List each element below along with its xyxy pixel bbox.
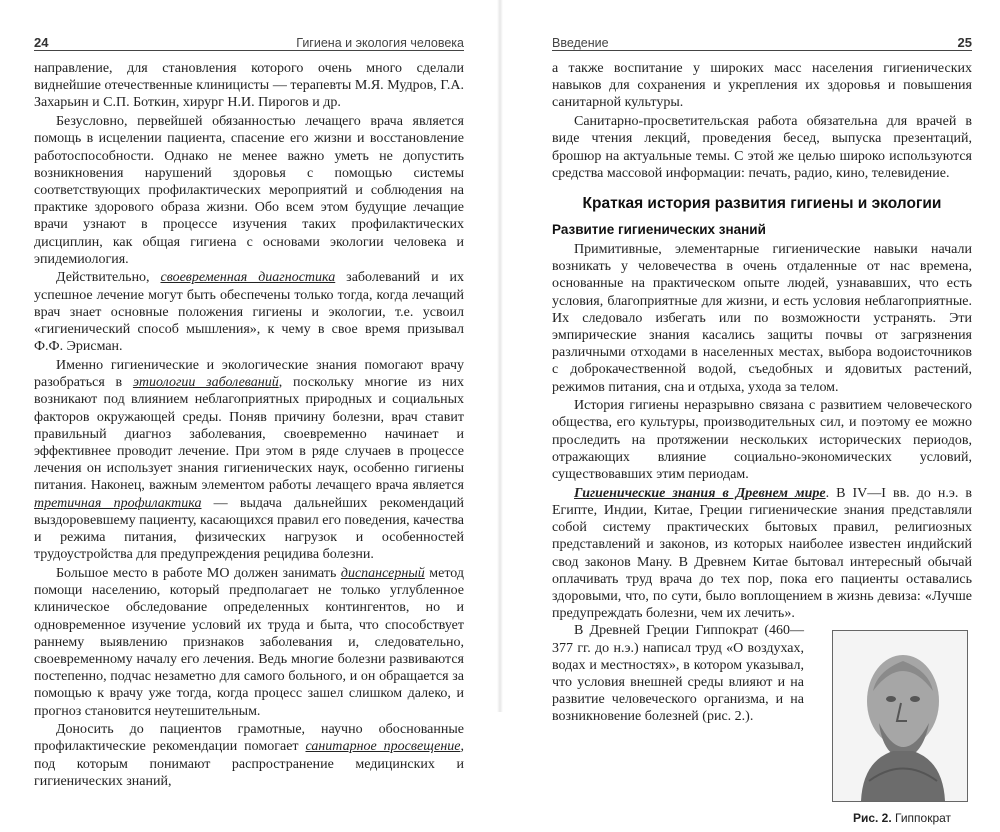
right-page-body [552,60,972,832]
bust-illustration-icon [833,631,967,801]
paragraph: направление, для становления которого очень много сделали виднейшие отечественные клиницисты — терапевты М.Я. Мудров, Г.А. Захарьин и С.П. Боткин, хирург Н.И. Пирогов и др. [34,61,464,111]
left-page [0,0,500,789]
paragraph: Санитарно-просветительская работа обязательна для врачей в виде чтения лекций, проведения бесед, выпуска презентаций, брошюр на актуальные темы. С этой же целью широко используются средства массовой информации: печать, радио, кино, телевидение. [552,114,972,181]
figure-hippocrates [818,630,972,827]
run-in-heading: Гигиенические знания в Древнем мире [574,485,826,501]
paragraph: В Древней Греции Гиппократ (460—377 гг. до н.э.) написал труд «О воздухах, водах и местностях», в котором указывал, что условия внешней среды влияют и на развитие человеческого организма, и на возникновение болезней (рис. 2.). [552,623,804,725]
paragraph: Именно гигиенические и экологические знания помогают врачу разобраться в этиологии заболеваний, поскольку многие из них возникают под влиянием неблагоприятных природных и социальных факторов окружающей среды. Поняв причину болезни, врач ставит правильный диагноз заболевания, своевременно начинает и эффективнее проводит лечение. При этом в ряде случаев в процессе лечения он использует знания гигиенических наук, особенно гигиены питания. Наконец, важным элементом работы лечащего врача является третичная профилактика — выдача дальнейших рекомендаций выздоровевшему пациенту, касающихся правил его поведения, качества и режима питания, физических нагрузок и особенностей трудоустройства для предупреждения рецидива болезни. [34,357,464,563]
left-page-body [34,60,464,790]
emphasis: третичная профилактика [34,495,202,511]
figure-caption: Рис. 2. Гиппократ [852,811,952,826]
subsection-title: Развитие гигиенических знаний [552,221,766,237]
paragraph: Безусловно, первейшей обязанностью лечащего врача является помощь в исцелении пациента, спасение его жизни и восстановление работоспособности. Однако не менее важно уметь не допустить возникновения нарушений здоровья с помощью системы соответствующих профилактических мероприятий и соблюдения на практике здорового образа жизни. Обо всем этом будущие лечащие врачи узнают в процессе изучения таких профилактических дисциплин, как общая гигиена с основами экологии человека и эпидемиология. [34,114,464,267]
emphasis: диспансерный [340,565,425,581]
section-title: Краткая история развития гигиены и экологии [582,194,942,212]
page-number: 24 [34,35,49,50]
emphasis: санитарное просвещение [305,739,461,755]
running-head: Введение [552,36,609,50]
paragraph: Действительно, своевременная диагностика заболеваний и их успешное лечение могут быть обеспечены только тогда, когда лечащий врач знает основные положения гигиены и экологии, т.е. усвоил «гигиенический способ мышления», к чему в свое время призывал Ф.Ф. Эрисман. [34,270,464,355]
paragraph: История гигиены неразрывно связана с развитием человеческого общества, его культуры, производительных сил, и поэтому ее можно проследить на протяжении нескольких исторических периодов, отражающих влияние социально-экономических условий, существовавших этим периодам. [552,398,972,483]
right-page-header [552,30,972,51]
left-page-header [34,30,464,51]
emphasis: этиологии заболеваний [132,375,279,391]
paragraph: Примитивные, элементарные гигиенические навыки начали возникать у человечества в очень отдаленные от нас времена, основанные на практическом опыте людей, узнававших, что есть условия, благоприятные для жизни, и есть условия неблагоприятные. Их следовало избегать или по возможности устранять. Эти эмпирические знания касались защиты почвы от загрязнения различными отходами в населенных местах, выбора водоисточников с доброкачественной водой, съедобных и ядовитых растений, режимов питания, сна и отдыха, ухода за телом. [552,241,972,395]
right-page [500,0,1000,826]
paragraph: Гигиенические знания в Древнем мире. В IV—I вв. до н.э. в Египте, Индии, Китае, Греции гигиенические знания представляли собой систему практических бытовых правил, религиозных представлений и законов, из которых наиболее известен индийский свод законов Ману. В Древнем Китае бытовал интересный обычай оплачивать труд врача до тех пор, пока его пациенты оставались здоровыми, что, по сути, было воплощением в жизнь девиза: «Лучше предупреждать болезни, чем их лечить». [552,485,972,622]
paragraph: Доносить до пациентов грамотные, научно обоснованные профилактические рекомендации помогает санитарное просвещение, под которым понимают распространение медицинских и гигиенических знаний, [34,722,464,789]
emphasis: своевременная диагностика [160,270,336,286]
hippocrates-bust-image [832,630,968,802]
page-number: 25 [957,35,972,50]
running-head: Гигиена и экология человека [296,36,464,50]
paragraph: Большое место в работе МО должен занимать диспансерный метод помощи населению, который предполагает не только углубленное клиническое обследование определенных контингентов, но и одновременное изучение условий их труда и быта, что способствует раннему выявлению признаков заболевания и, следовательно, своевременному началу его лечения. Ведь многие болезни развиваются постепенно, подчас незаметно для самого больного, и он обращается за помощью к врачу уже тогда, когда процесс зашел слишком далеко, и прогноз становится неутешительным. [34,565,464,719]
paragraph: а также воспитание у широких масс населения гигиенических навыков для сохранения и укрепления их здоровья и повышения санитарной культуры. [552,61,972,111]
